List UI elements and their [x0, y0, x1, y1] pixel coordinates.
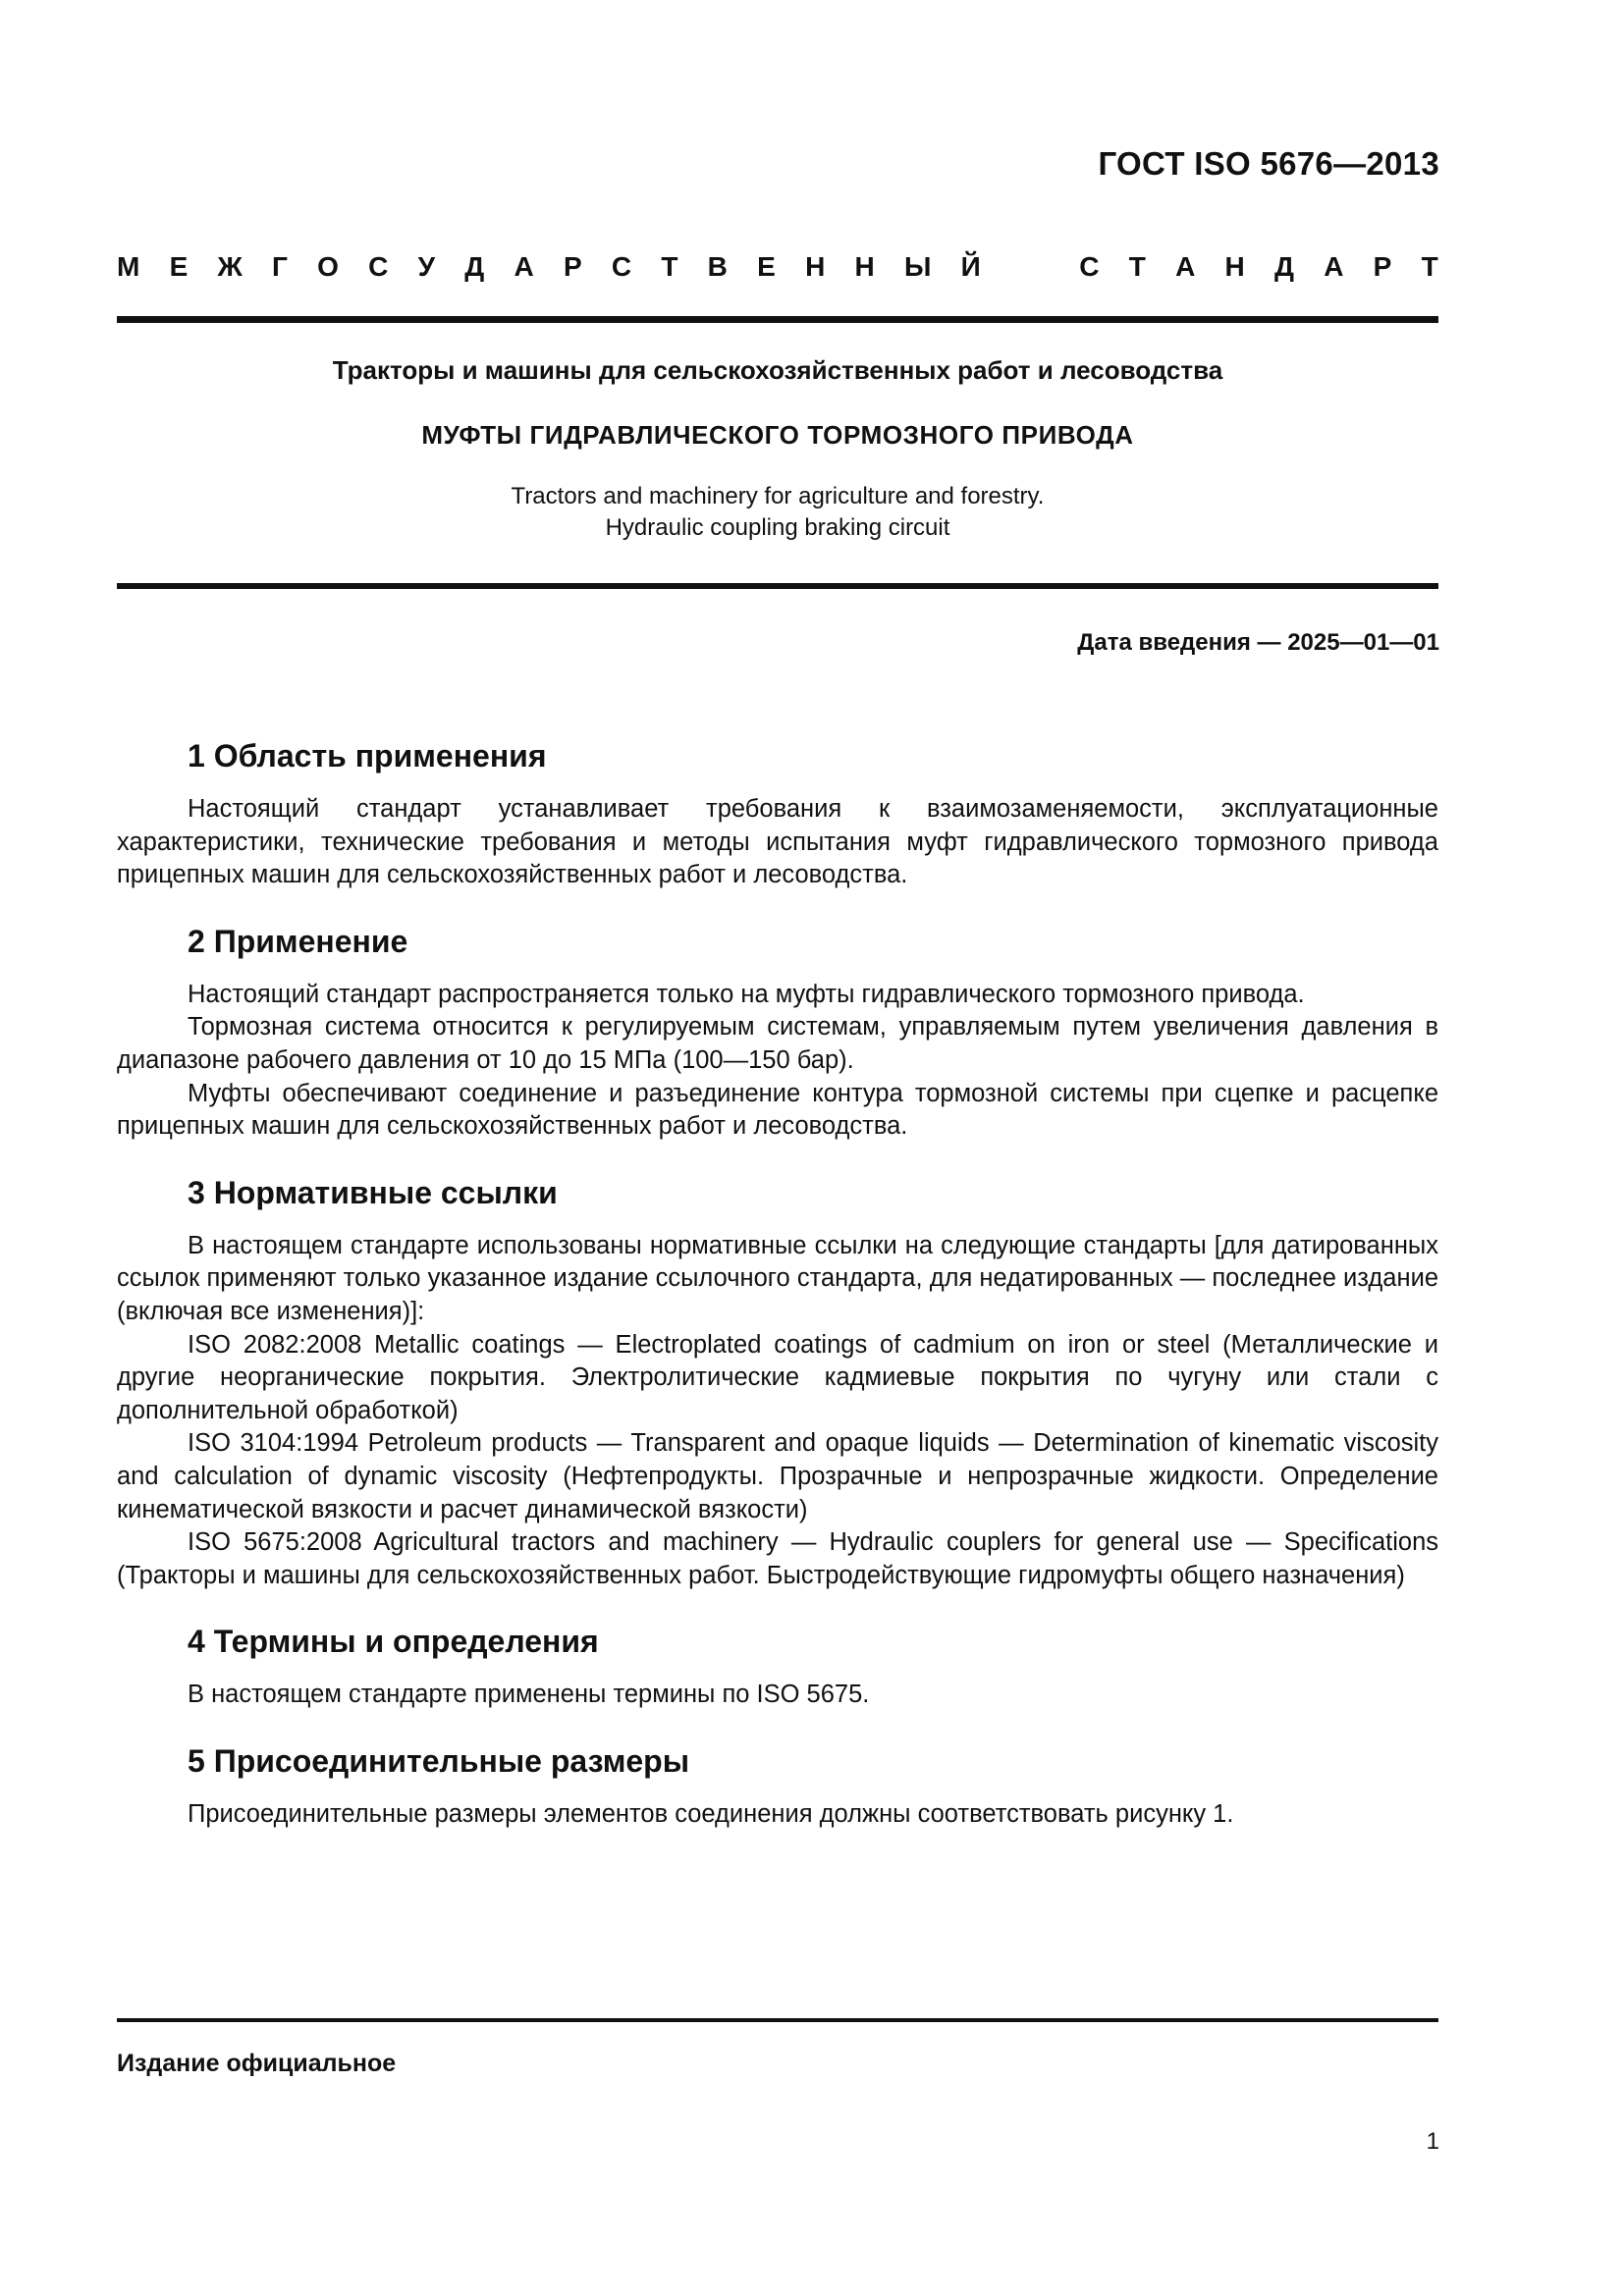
- banner-letter: А: [1175, 251, 1196, 282]
- banner-letter: О: [317, 251, 339, 282]
- section-application: [117, 920, 1438, 1144]
- paragraph: В настоящем стандарте использованы нормативные ссылки на следующие стандарты [для датированных ссылок применяют только указанное издание ссылочного стандарта, для недатированных — последнее издание (включая все изменения)]:: [117, 1231, 1438, 1325]
- section-heading: 3 Нормативные ссылки: [188, 1174, 558, 1210]
- official-edition-label: Издание официальное: [117, 2050, 397, 2077]
- banner-letter: Ы: [904, 251, 932, 282]
- reference-item: ISO 2082:2008 Metallic coatings — Electroplated coatings of cadmium on iron or steel (Металлические и другие неорганические покрытия. Электролитические кадмиевые покрытия по чугуну или стали с дополнительной обработкой): [117, 1330, 1438, 1424]
- banner-letter: Т: [661, 251, 678, 282]
- header-divider: [117, 316, 1438, 323]
- section-terms: [117, 1620, 1438, 1712]
- page-number: 1: [1426, 2128, 1439, 2155]
- banner-letter: У: [417, 251, 436, 282]
- banner-letter: Ж: [217, 251, 243, 282]
- banner-letter: Е: [169, 251, 189, 282]
- banner-letter: С: [611, 251, 632, 282]
- banner-letter: В: [707, 251, 728, 282]
- title-divider: [117, 583, 1438, 589]
- section-heading: 2 Применение: [188, 923, 408, 959]
- section-heading: 1 Область применения: [188, 738, 547, 774]
- document-body: [117, 734, 1438, 1858]
- paragraph: Присоединительные размеры элементов соединения должны соответствовать рисунку 1.: [188, 1799, 1234, 1828]
- banner-word-gap: [1010, 251, 1050, 283]
- reference-item: ISO 3104:1994 Petroleum products — Transparent and opaque liquids — Determination of kinematic viscosity and calculation of dynamic viscosity (Нефтепродукты. Прозрачные и непрозрачные жидкости. Определение кинематической вязкости и расчет динамической вязкости): [117, 1429, 1438, 1523]
- banner-letter: Д: [464, 251, 485, 282]
- section-heading: 5 Присоединительные размеры: [188, 1742, 690, 1779]
- standard-banner: [117, 251, 1438, 283]
- paragraph: Настоящий стандарт распространяется только на муфты гидравлического тормозного привода.: [188, 980, 1305, 1008]
- banner-letter: М: [117, 251, 140, 282]
- title-english-line: Hydraulic coupling braking circuit: [605, 514, 950, 541]
- banner-letter: Д: [1274, 251, 1294, 282]
- introduction-date: Дата введения — 2025—01—01: [1077, 629, 1439, 656]
- paragraph: Настоящий стандарт устанавливает требования к взаимозаменяемости, эксплуатационные характеристики, технические требования и методы испытания муфт гидравлического тормозного привода прицепных машин для сельскохозяйственных работ и лесоводства.: [117, 795, 1438, 889]
- banner-letter: Т: [1421, 251, 1438, 282]
- footer-divider: [117, 2018, 1438, 2022]
- document-code: ГОСТ ISO 5676—2013: [1098, 145, 1439, 182]
- paragraph: Тормозная система относится к регулируемым системам, управляемым путем увеличения давления в диапазоне рабочего давления от 10 до 15 МПа (100—150 бар).: [117, 1013, 1438, 1074]
- section-scope: [117, 734, 1438, 892]
- banner-letter: Р: [1373, 251, 1392, 282]
- title-english-line: Tractors and machinery for agriculture and forestry.: [511, 483, 1045, 509]
- paragraph: В настоящем стандарте применены термины по ISO 5675.: [188, 1681, 870, 1709]
- banner-letter: Н: [854, 251, 875, 282]
- banner-letter: С: [1079, 251, 1100, 282]
- banner-letter: С: [368, 251, 389, 282]
- title-english: [117, 481, 1438, 544]
- section-dimensions: [117, 1739, 1438, 1832]
- title-russian: Тракторы и машины для сельскохозяйственных работ и лесоводства: [332, 355, 1223, 385]
- banner-letter: Й: [960, 251, 981, 282]
- banner-letter: Т: [1128, 251, 1146, 282]
- banner-letter: Н: [1224, 251, 1245, 282]
- banner-letter: Р: [563, 251, 582, 282]
- section-heading: 4 Термины и определения: [188, 1624, 599, 1660]
- banner-letter: Н: [805, 251, 826, 282]
- section-normative-references: [117, 1171, 1438, 1593]
- reference-item: ISO 5675:2008 Agricultural tractors and machinery — Hydraulic couplers for general use — Specifications (Тракторы и машины для сельскохозяйственных работ. Быстродействующие гидромуфты общего назначения): [117, 1528, 1438, 1589]
- banner-letter: А: [1324, 251, 1344, 282]
- banner-letter: Г: [272, 251, 288, 282]
- paragraph: Муфты обеспечивают соединение и разъединение контура тормозной системы при сцепке и расцепке прицепных машин для сельскохозяйственных работ и лесоводства.: [117, 1079, 1438, 1141]
- banner-letter: Е: [757, 251, 776, 282]
- banner-letter: А: [514, 251, 534, 282]
- title-caps: МУФТЫ ГИДРАВЛИЧЕСКОГО ТОРМОЗНОГО ПРИВОДА: [421, 420, 1134, 450]
